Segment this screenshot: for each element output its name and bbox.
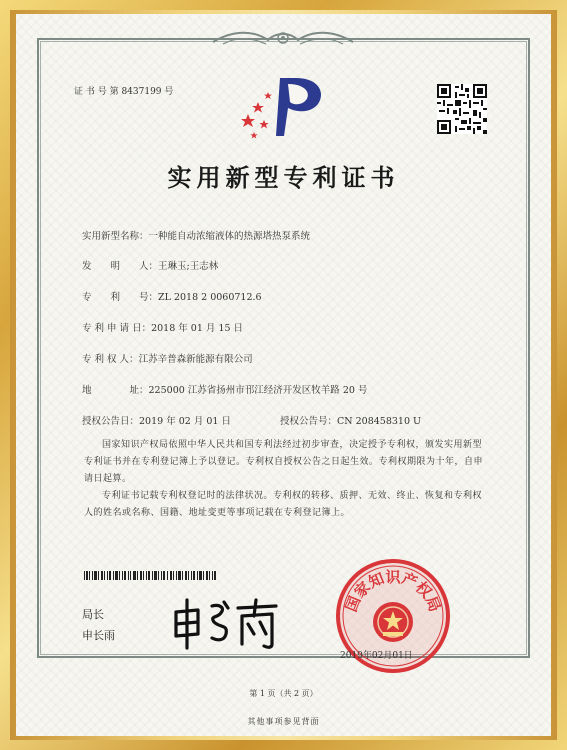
director-signature-icon <box>168 594 283 652</box>
field-grant-number <box>280 413 421 427</box>
field-patentee <box>82 351 253 365</box>
field-value: ZL 2018 2 0060712.6 <box>158 292 262 303</box>
field-label: 授权公告号： <box>280 416 338 427</box>
certificate-title: 实用新型专利证书 <box>167 163 400 192</box>
cnipa-logo-icon <box>238 74 328 142</box>
seal-date: 2019年02月01日 <box>340 651 413 661</box>
paragraph-legal-status: 专利证书记载专利权登记时的法律状况。专利权的转移、质押、无效、终止、恢复和专利权人的姓名或名称、国籍、地址变更等事项记载在专利登记簿上。 <box>84 491 483 518</box>
field-label: 地 址： <box>82 385 149 396</box>
field-label: 专 利 权 人： <box>82 354 139 365</box>
field-label: 专 利 申 请 日： <box>82 323 152 334</box>
field-patent-number <box>82 289 262 303</box>
director-title: 局长 <box>82 608 104 621</box>
field-label: 实用新型名称： <box>82 231 149 242</box>
ornament-icon <box>208 28 358 50</box>
field-address <box>82 382 367 396</box>
page-number: 第 1 页（共 2 页） <box>249 689 318 698</box>
footer-note: 其他事项参见背面 <box>247 717 320 726</box>
certificate-number: 证 书 号 第 8437199 号 <box>74 87 174 97</box>
field-value: CN 208458310 U <box>337 416 422 427</box>
field-value: 225000 江苏省扬州市邗江经济开发区牧羊路 20 号 <box>148 385 368 396</box>
barcode-icon <box>84 571 216 580</box>
field-value: 2019 年 02 月 01 日 <box>139 416 231 427</box>
field-inventor <box>82 258 218 272</box>
paragraph-grant-statement: 国家知识产权局依照中华人民共和国专利法经过初步审查，决定授予专利权，颁发实用新型专利证书并在专利登记簿上予以登记。专利权自授权公告之日起生效。专利权期限为十年，自申请日起算。 <box>84 440 484 484</box>
field-label: 发 明 人： <box>82 261 159 272</box>
field-value: 王琳玉;王志林 <box>158 261 219 272</box>
qr-code-icon <box>437 84 487 134</box>
seal-text: 国家知识产权局 <box>341 568 445 615</box>
field-filing-date <box>82 320 243 334</box>
field-value: 一种能自动浓缩液体的热源塔热泵系统 <box>148 231 311 242</box>
field-label: 专 利 号： <box>82 292 159 303</box>
field-grant-date <box>82 413 231 427</box>
field-utility-model-name <box>82 228 310 242</box>
director-name: 申长雨 <box>82 629 115 642</box>
field-label: 授权公告日： <box>82 416 140 427</box>
field-value: 2018 年 01 月 15 日 <box>151 323 244 334</box>
field-value: 江苏辛普森新能源有限公司 <box>138 354 253 365</box>
